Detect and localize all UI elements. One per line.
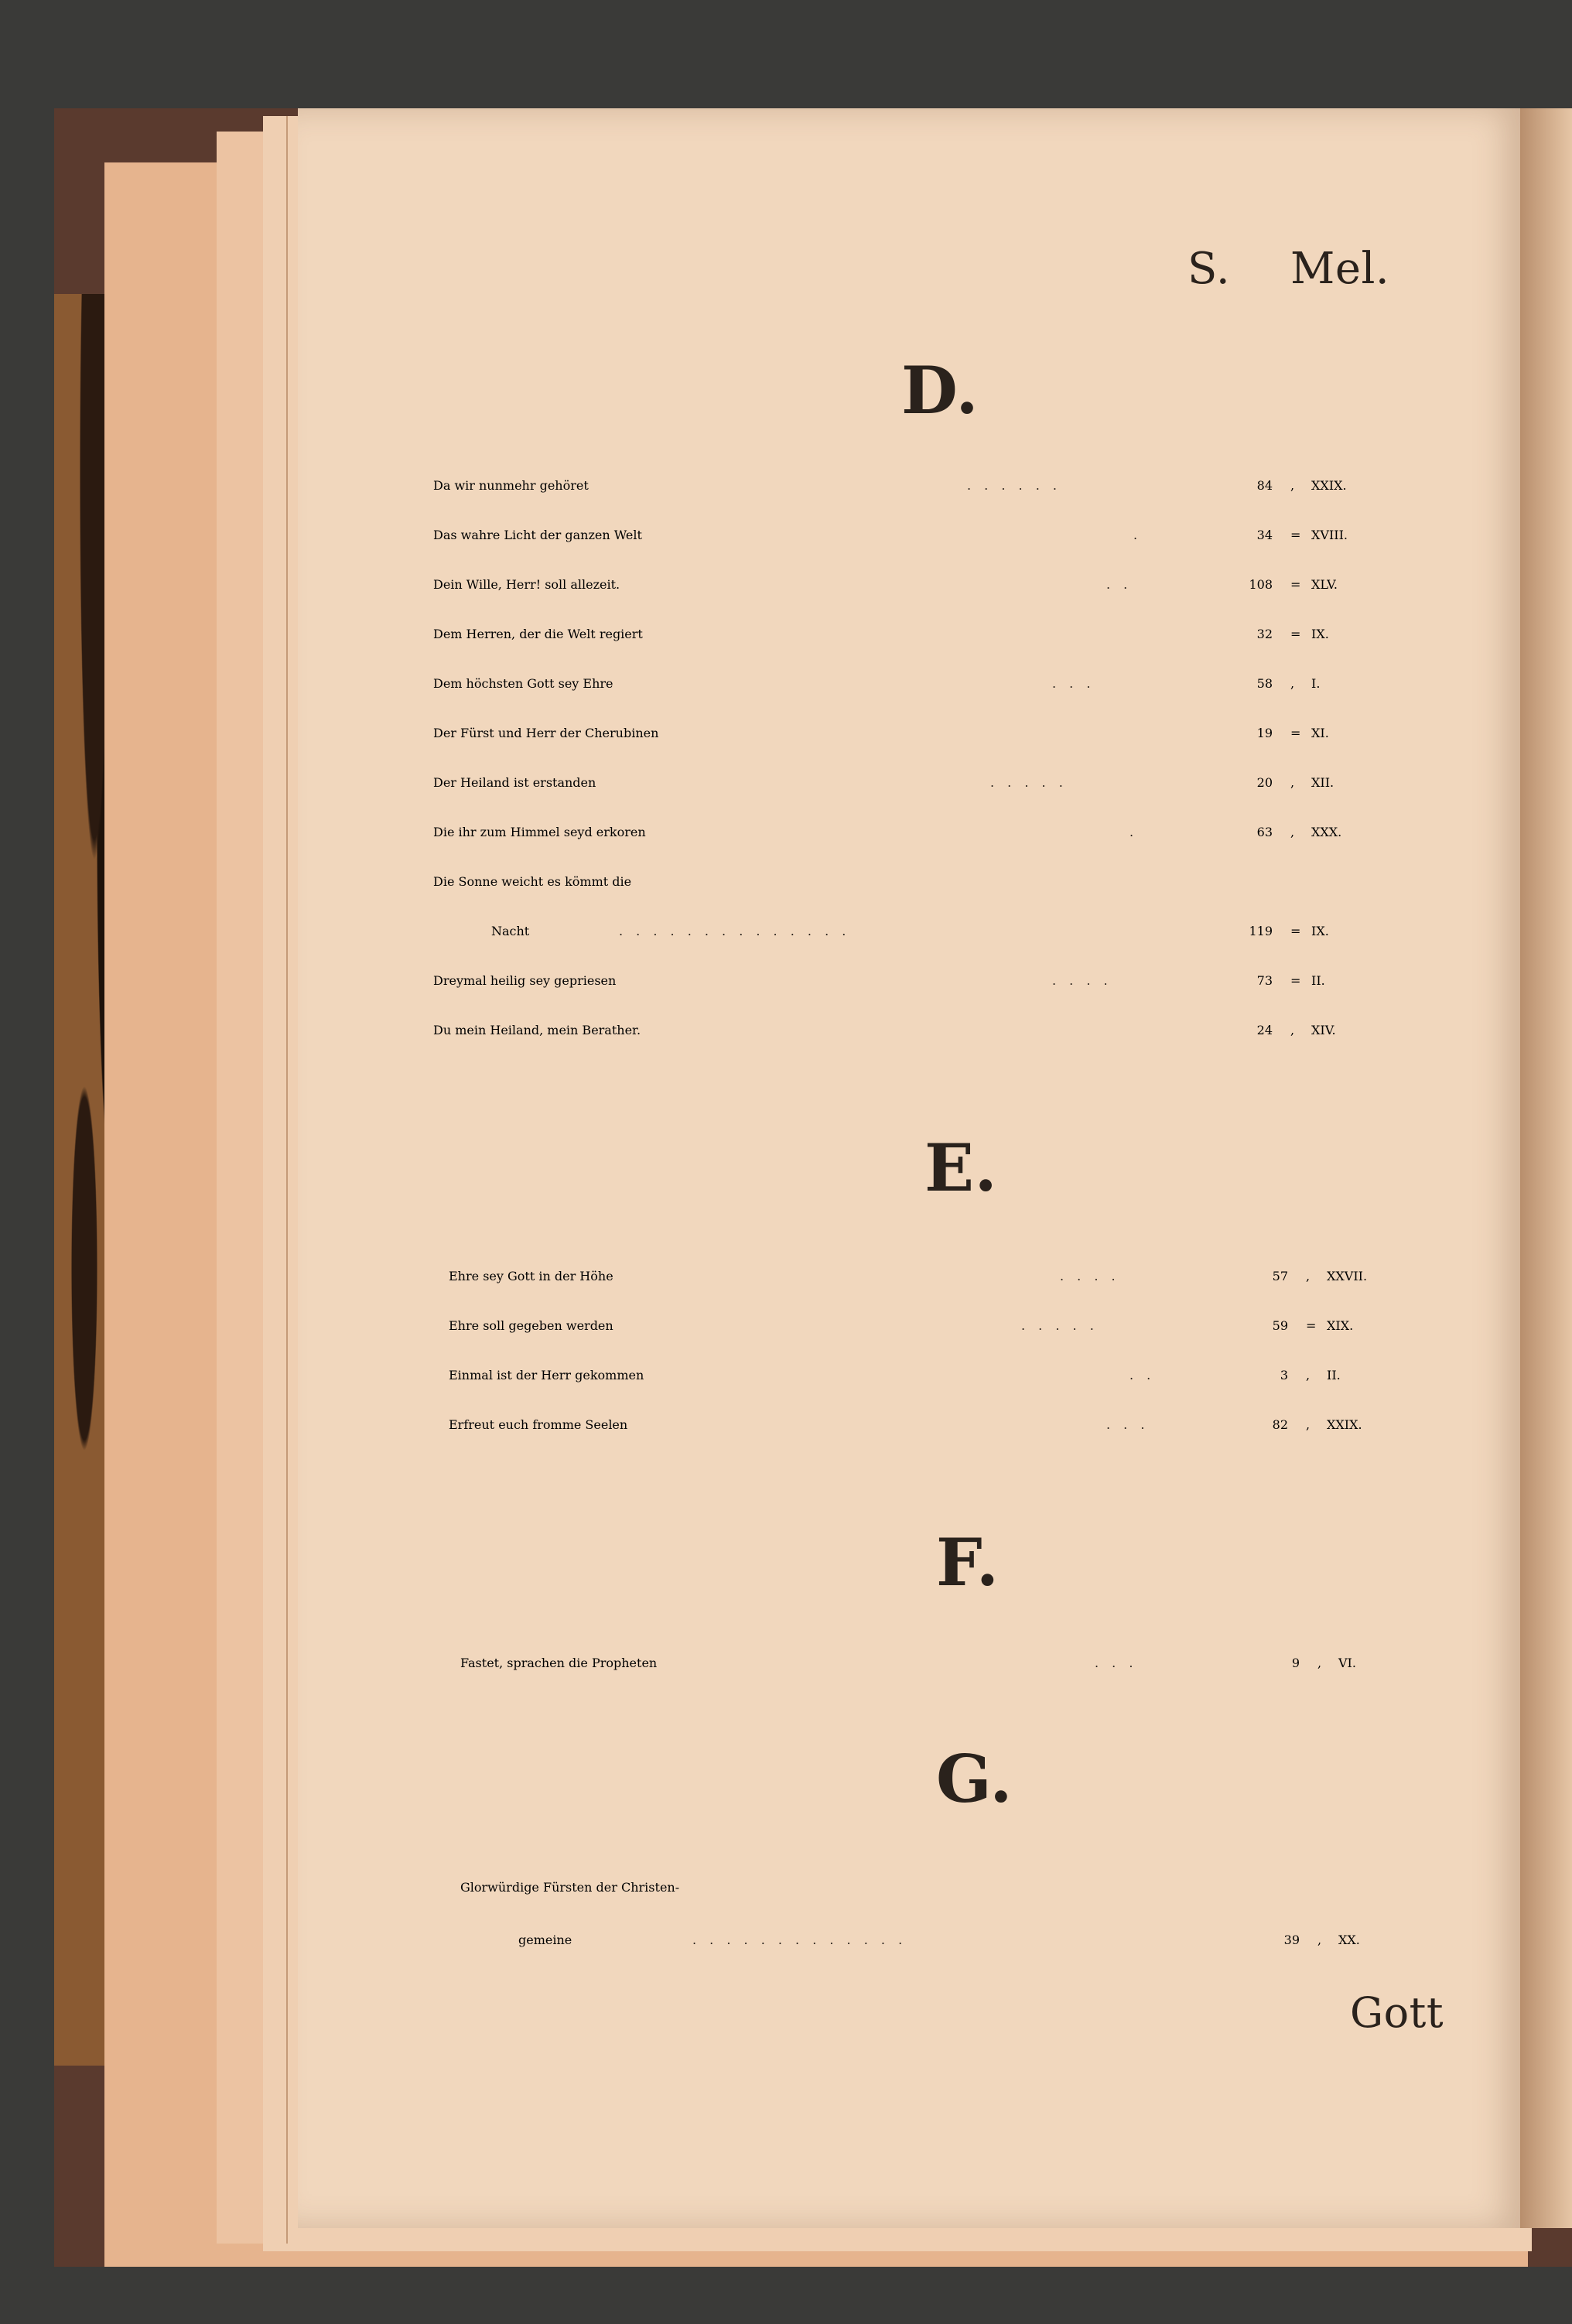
entry-title: Glorwürdige Fürsten der Christen-: [460, 1880, 680, 1895]
index-entry: [460, 1656, 1543, 1705]
leader-dots: . . . .: [1060, 1269, 1120, 1283]
catchword: Gott: [1350, 1988, 1444, 2037]
melody-mark: ,: [1290, 676, 1295, 691]
entry-melody: XI.: [1311, 726, 1329, 740]
entry-title: Ehre soll gegeben werden: [449, 1318, 613, 1333]
entry-page: 84: [1256, 478, 1273, 493]
entry-title: Einmal ist der Herr gekommen: [449, 1368, 644, 1382]
entry-title: Dreymal heilig sey gepriesen: [433, 973, 617, 988]
entry-page: 20: [1256, 775, 1273, 790]
entry-melody: XII.: [1311, 775, 1334, 790]
melody-mark: ,: [1290, 825, 1295, 839]
melody-mark: =: [1290, 577, 1301, 592]
melody-mark: ,: [1317, 1933, 1322, 1947]
entry-page: 24: [1256, 1023, 1273, 1037]
page-column-header: S.: [1188, 244, 1231, 294]
leader-dots: . . . .: [1052, 973, 1112, 988]
index-entry: [433, 775, 1516, 825]
index-entry: [449, 1368, 1532, 1417]
index-entry: [433, 726, 1516, 775]
entry-title: Du mein Heiland, mein Berather.: [433, 1023, 641, 1037]
index-entry: [433, 825, 1516, 874]
entry-title: Fastet, sprachen die Propheten: [460, 1656, 658, 1670]
entry-page: 39: [1283, 1933, 1300, 1947]
entry-page: 73: [1256, 973, 1273, 988]
entry-melody: IX.: [1311, 924, 1329, 938]
entry-title: Dem Herren, der die Welt regiert: [433, 627, 643, 641]
entry-title: Dein Wille, Herr! soll allezeit.: [433, 577, 620, 592]
index-entry: [460, 1880, 1543, 1929]
entry-page: 19: [1256, 726, 1273, 740]
melody-mark: =: [1290, 726, 1301, 740]
entry-title: gemeine: [518, 1933, 572, 1947]
entry-page: 3: [1280, 1368, 1288, 1382]
melody-mark: ,: [1290, 478, 1295, 493]
index-entry: [433, 478, 1516, 528]
index-entry: [449, 1417, 1532, 1467]
melody-mark: =: [1306, 1318, 1317, 1333]
entry-melody: IX.: [1311, 627, 1329, 641]
entry-melody: XXIX.: [1311, 478, 1347, 493]
entry-title: Die Sonne weicht es kömmt die: [433, 874, 632, 889]
section-letter: D.: [901, 352, 979, 429]
entry-title: Die ihr zum Himmel seyd erkoren: [433, 825, 646, 839]
entry-title: Nacht: [491, 924, 530, 938]
entry-title: Das wahre Licht der ganzen Welt: [433, 528, 642, 542]
index-entry: [449, 1269, 1532, 1318]
leader-dots: .: [1129, 825, 1139, 839]
entry-page: 63: [1256, 825, 1273, 839]
melody-mark: =: [1290, 627, 1301, 641]
entry-title: Ehre sey Gott in der Höhe: [449, 1269, 613, 1283]
entry-melody: XIV.: [1311, 1023, 1336, 1037]
index-entry: [433, 973, 1516, 1023]
page-fold: [286, 116, 288, 2244]
entry-melody: XXVII.: [1327, 1269, 1368, 1283]
section-letter: G.: [936, 1741, 1013, 1817]
leader-dots: . . . . .: [990, 775, 1068, 790]
melody-mark: ,: [1306, 1368, 1311, 1382]
melody-mark: =: [1290, 973, 1301, 988]
leader-dots: . .: [1106, 577, 1133, 592]
index-entry: [433, 676, 1516, 726]
melody-mark: ,: [1290, 1023, 1295, 1037]
melody-mark: =: [1290, 528, 1301, 542]
melody-mark: ,: [1317, 1656, 1322, 1670]
leader-dots: . .: [1129, 1368, 1156, 1382]
leader-dots: . . . . . . . . . . . . .: [692, 1933, 907, 1947]
melody-mark: ,: [1306, 1269, 1311, 1283]
entry-title: Der Heiland ist erstanden: [433, 775, 596, 790]
index-entry: [433, 528, 1516, 577]
index-entry: [433, 924, 1516, 973]
entry-page: 9: [1291, 1656, 1300, 1670]
entry-melody: XXX.: [1311, 825, 1342, 839]
index-entry: [433, 627, 1516, 676]
entry-page: 59: [1272, 1318, 1288, 1333]
entry-melody: II.: [1311, 973, 1325, 988]
index-entry: [433, 874, 1516, 924]
leader-dots: . . .: [1095, 1656, 1138, 1670]
melody-mark: ,: [1306, 1417, 1311, 1432]
entry-melody: XVIII.: [1311, 528, 1348, 542]
leader-dots: . . . . .: [1021, 1318, 1099, 1333]
entry-title: Da wir nunmehr gehöret: [433, 478, 589, 493]
leader-dots: . . .: [1052, 676, 1095, 691]
entry-melody: XX.: [1338, 1933, 1360, 1947]
entry-title: Erfreut euch fromme Seelen: [449, 1417, 628, 1432]
leader-dots: . . . . . . . . . . . . . .: [619, 924, 851, 938]
melody-mark: ,: [1290, 775, 1295, 790]
entry-page: 57: [1272, 1269, 1288, 1283]
entry-page: 58: [1256, 676, 1273, 691]
melody-column-header: Mel.: [1290, 244, 1390, 294]
entry-melody: VI.: [1338, 1656, 1356, 1670]
entry-page: 82: [1272, 1417, 1288, 1432]
entry-melody: XIX.: [1327, 1318, 1354, 1333]
index-entry: [449, 1318, 1532, 1368]
section-letter: E.: [924, 1130, 998, 1206]
index-entry: [433, 1023, 1516, 1072]
entry-melody: II.: [1327, 1368, 1341, 1382]
entry-title: Dem höchsten Gott sey Ehre: [433, 676, 613, 691]
entry-page: 32: [1256, 627, 1273, 641]
leader-dots: . . . . . .: [967, 478, 1061, 493]
index-entry: [460, 1933, 1543, 1982]
entry-page: 34: [1256, 528, 1273, 542]
index-entry: [433, 577, 1516, 627]
leader-dots: .: [1133, 528, 1143, 542]
section-letter: F.: [936, 1524, 1000, 1601]
entry-melody: XLV.: [1311, 577, 1338, 592]
entry-melody: I.: [1311, 676, 1321, 691]
leader-dots: . . .: [1106, 1417, 1150, 1432]
entry-page: 108: [1249, 577, 1273, 592]
melody-mark: =: [1290, 924, 1301, 938]
entry-title: Der Fürst und Herr der Cherubinen: [433, 726, 659, 740]
entry-melody: XXIX.: [1327, 1417, 1362, 1432]
entry-page: 119: [1249, 924, 1273, 938]
